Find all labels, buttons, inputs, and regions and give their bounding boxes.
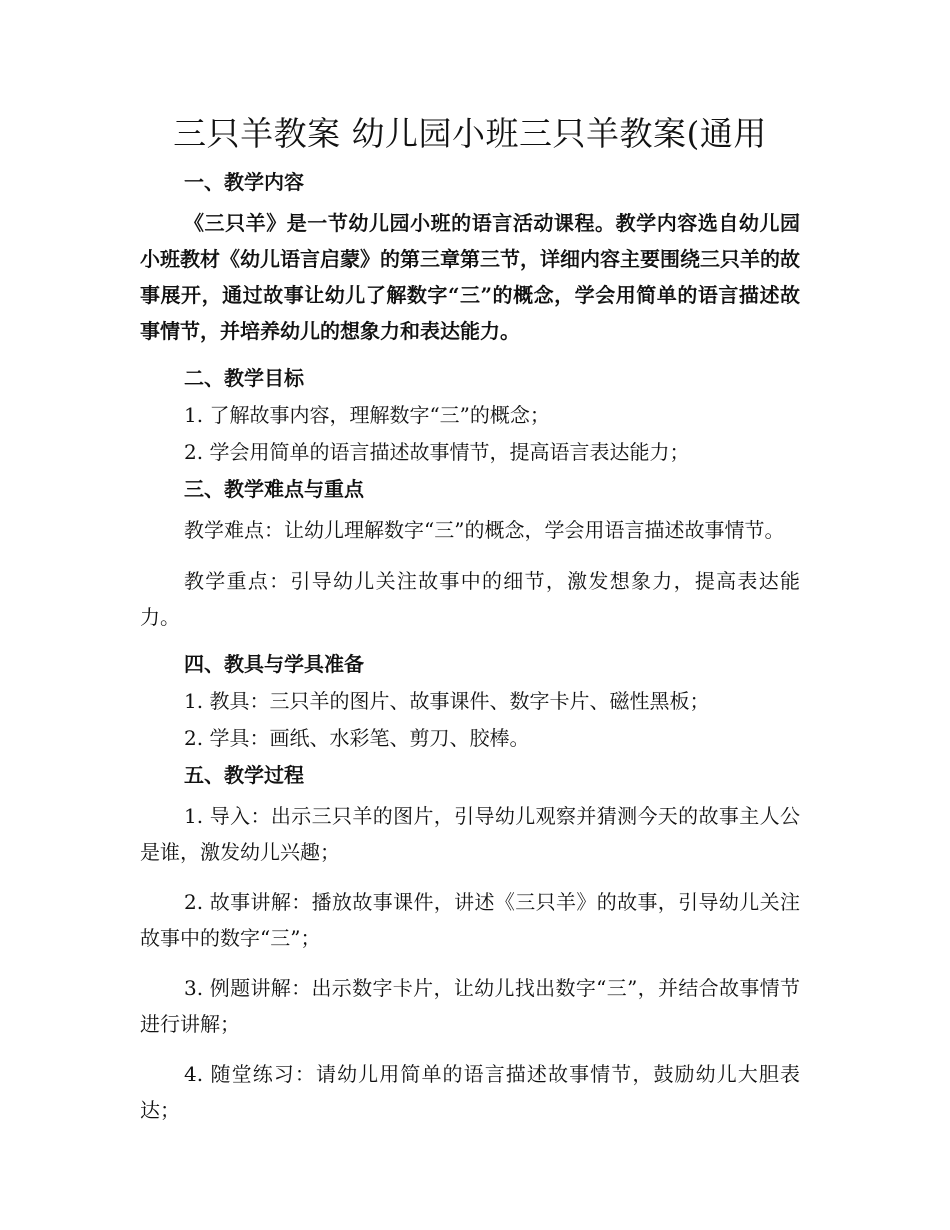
process-item-1: 1. 导入：出示三只羊的图片，引导幼儿观察并猜测今天的故事主人公是谁，激发幼儿兴趣；	[140, 804, 800, 864]
section-heading-process: 五、教学过程	[184, 763, 304, 787]
process-item-3: 3. 例题讲解：出示数字卡片，让幼儿找出数字“三”，并结合故事情节进行讲解；	[140, 976, 800, 1036]
process-item-4: 4. 随堂练习：请幼儿用简单的语言描述故事情节，鼓励幼儿大胆表达；	[140, 1062, 800, 1122]
goal-item-2: 2. 学会用简单的语言描述故事情节，提高语言表达能力；	[184, 440, 690, 464]
document-title: 三只羊教案 幼儿园小班三只羊教案(通用	[173, 114, 767, 153]
material-item-1: 1. 教具：三只羊的图片、故事课件、数字卡片、磁性黑板；	[184, 689, 710, 713]
key-point-paragraph: 教学重点：引导幼儿关注故事中的细节，激发想象力，提高表达能力。	[140, 569, 800, 629]
section-heading-difficulty: 三、教学难点与重点	[184, 477, 364, 501]
content-paragraph: 《三只羊》是一节幼儿园小班的语言活动课程。教学内容选自幼儿园小班教材《幼儿语言启蒙》的第三章第三节，详细内容主要围绕三只羊的故事展开，通过故事让幼儿了解数字“三”的概念，学会用简单的语言描述故事情节，并培养幼儿的想象力和表达能力。	[140, 211, 800, 343]
material-item-2: 2. 学具：画纸、水彩笔、剪刀、胶棒。	[184, 726, 530, 750]
document-page	[140, 110, 800, 1142]
section-heading-content: 一、教学内容	[184, 170, 304, 194]
process-item-2: 2. 故事讲解：播放故事课件，讲述《三只羊》的故事，引导幼儿关注故事中的数字“三”；	[140, 890, 800, 950]
section-heading-materials: 四、教具与学具准备	[184, 652, 364, 676]
difficult-point-paragraph: 教学难点：让幼儿理解数字“三”的概念，学会用语言描述故事情节。	[184, 518, 785, 542]
section-heading-goals: 二、教学目标	[184, 366, 304, 390]
goal-item-1: 1. 了解故事内容，理解数字“三”的概念；	[184, 403, 550, 427]
